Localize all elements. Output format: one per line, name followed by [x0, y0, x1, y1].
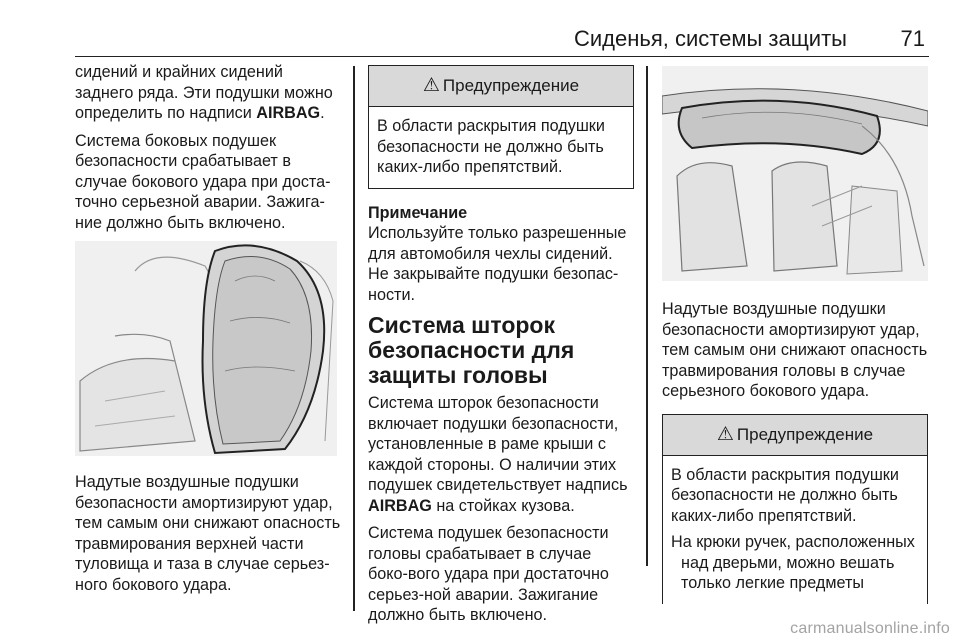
curtain-airbag-illustration: [662, 66, 928, 281]
note-line-1: Используйте только разрешенные для автомобиля чехлы сидений.: [368, 224, 627, 263]
column-2: [368, 62, 634, 633]
warning-triangle-icon: ⚠: [422, 75, 440, 96]
column-divider-1: [353, 66, 355, 611]
column-divider-2: [646, 66, 648, 566]
warning-box-2-header: ⚠ Предупреждение: [663, 415, 927, 456]
warning-box-1-body: В области раскрытия подушки безопасности не должно быть каких-либо препятствий.: [377, 117, 605, 176]
col2-paragraph-2: Система подушек безопасности головы срабатывает в случае боко-вого удара при достаточно серьез-ной аварии. Зажигание должно быть включено.: [368, 524, 609, 624]
warning-box-1: [368, 65, 634, 189]
car-interior-airbag-drawing: [662, 66, 928, 281]
note-title: Примечание: [368, 203, 468, 222]
side-airbag-illustration: [75, 241, 337, 456]
note-line-2: Не закрывайте подушки безопас-ности.: [368, 265, 619, 304]
warning-box-1-header: ⚠ Предупреждение: [369, 66, 633, 107]
warning-triangle-icon-2: ⚠: [716, 423, 734, 445]
footer-watermark: carmanualsonline.info: [790, 620, 950, 637]
page-title: Сиденья, системы защиты: [573, 26, 847, 51]
col1-paragraph-1: сидений и крайних сидений заднего ряда. Эти подушки можно определить по надписи AIRBAG.: [75, 63, 333, 122]
page-header: [75, 16, 929, 57]
seat-airbag-drawing: [75, 241, 337, 456]
column-3: [662, 62, 928, 604]
note-block: [368, 203, 634, 306]
section-heading: Система шторок безопасности для защиты головы: [368, 312, 575, 388]
column-1: [75, 62, 343, 602]
col3-figure-caption: Надутые воздушные подушки безопасности амортизируют удар, тем самым они снижают опасность травмирования головы в случае серьезного бокового удара.: [662, 300, 928, 400]
warning-box-2: [662, 414, 928, 604]
col2-paragraph-1: Система шторок безопасности включает подушки безопасности, установленные в раме крыши с каждой стороны. О наличии этих подушек свидетельствует надпись AIRBAG на стойках кузова.: [368, 394, 628, 515]
col1-figure-caption: Надутые воздушные подушки безопасности амортизируют удар, тем самым они снижают опасность травмирования верхней части туловища и таза в случае серьез-ного бокового удара.: [75, 473, 341, 594]
page-number: 71: [900, 26, 925, 51]
warning-box-2-body: В области раскрытия подушки безопасности не должно быть каких-либо препятствий. На крюки ручек, расположенных над дверьми, можно вешать только легкие предметы: [671, 465, 915, 592]
col1-paragraph-2: Система боковых подушек безопасности срабатывает в случае бокового удара при доста-точно серьезной аварии. Зажига-ние должно быть включено.: [75, 131, 331, 232]
